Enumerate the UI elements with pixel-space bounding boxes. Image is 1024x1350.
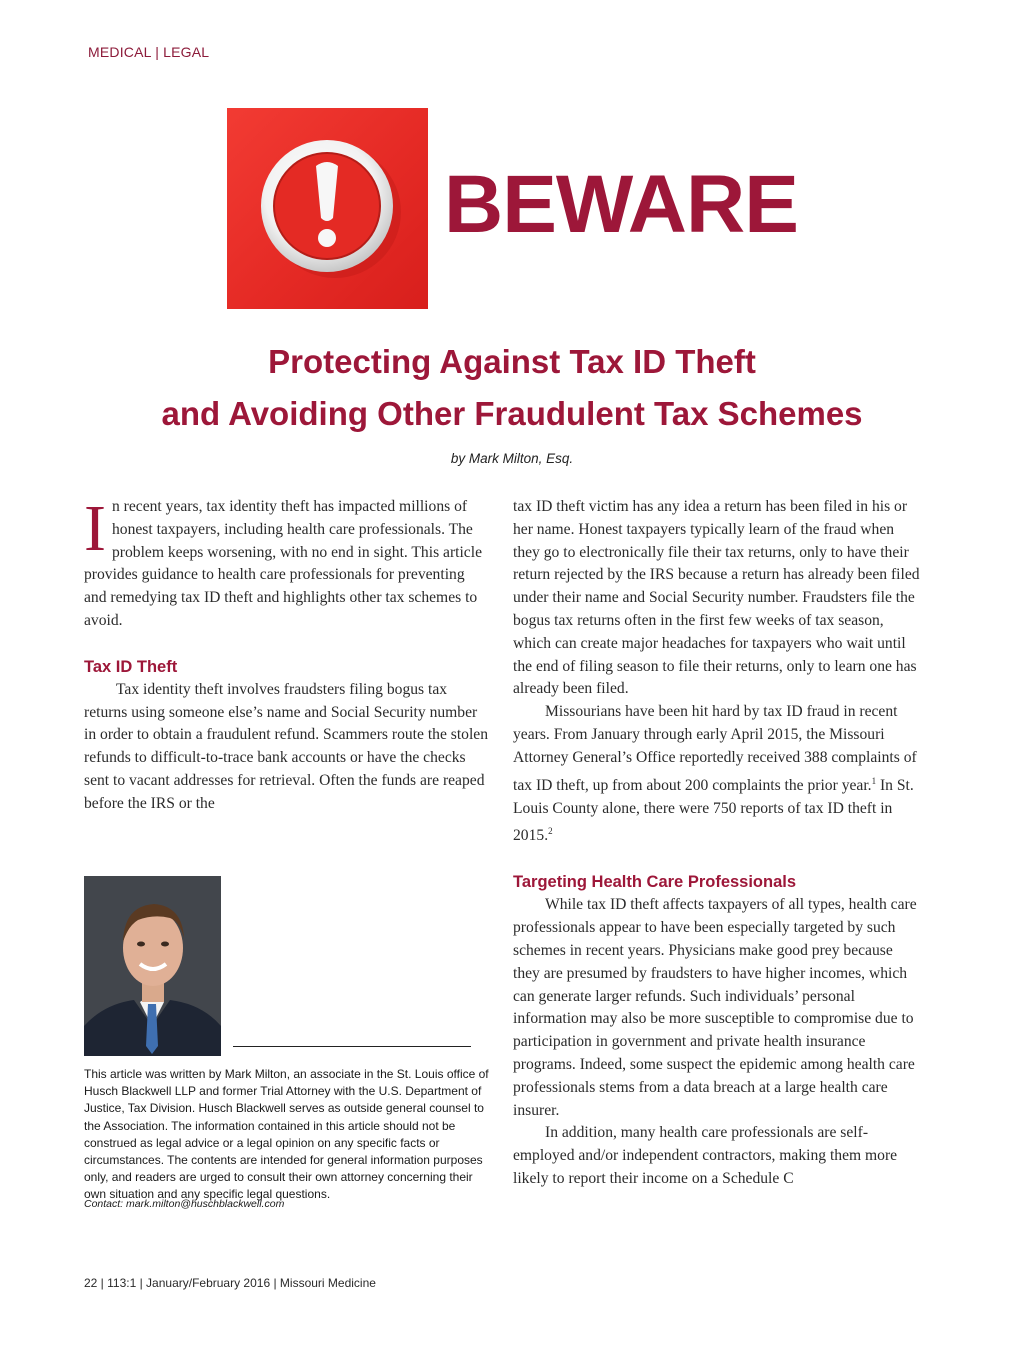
section-heading-targeting: Targeting Health Care Professionals [513,873,797,892]
section-label: MEDICAL | LEGAL [88,44,210,60]
intro-text: n recent years, tax identity theft has impacted millions of honest taxpayers, including health care professionals. The problem keeps worsening, with no end in sight. This article provides guidance to health care professionals for preventing and remedying tax ID theft and highlights other tax schemes to avoid. [84,498,482,629]
right-paragraph-2-text-b: In St. Louis County alone, there were 750 reports of tax ID theft in 2015. [513,776,914,845]
footnote-ref-1: 1 [871,775,877,786]
right-column [513,496,921,1191]
intro-paragraph [84,492,490,633]
author-photo [84,876,221,1056]
author-contact: Contact: mark.milton@huschblackwell.com [84,1198,285,1210]
section1-paragraph: Tax identity theft involves fraudsters filing bogus tax returns using someone else’s name and Social Security number in order to obtain a fraudulent refund. Scammers route the stolen refunds to difficult-to-trace bank accounts or have the checks sent to vacant addresses for retrieval. Often the funds are reaped before the IRS or the [84,680,489,812]
right-paragraph-2 [513,701,921,848]
section-heading-tax-id-theft: Tax ID Theft [84,657,178,676]
author-portrait-image [84,876,221,1056]
right-paragraph-2-text-a: Missourians have been hit hard by tax ID fraud in recent years. From January through early April 2015, the Missouri Attorney General’s Office reportedly received 388 complaints of tax ID theft, up from about 200 complaints the prior year. [513,703,917,794]
left-column [84,492,490,816]
section2-paragraph-1: While tax ID theft affects taxpayers of all types, health care professionals appear to have been especially targeted by such schemes in recent years. Physicians make good prey because they are presumed by fraudsters to have higher incomes, which can generate larger refunds. Such individuals’ personal information may also be more susceptible to compromise due to participation in government and private health insurance programs. Indeed, some suspect the epidemic among health care professionals stems from a data breach at a large health care insurer. [513,896,917,1119]
divider-rule [233,1046,471,1047]
section2-paragraph-2: In addition, many health care professionals are self-employed and/or independent contractors, making them more likely to report their income on a Schedule C [513,1124,898,1187]
page-footer: 22 | 113:1 | January/February 2016 | Missouri Medicine [84,1276,376,1290]
article-title-line2: and Avoiding Other Fraudulent Tax Schemes [161,395,863,432]
article-title-line1: Protecting Against Tax ID Theft [268,343,756,380]
warning-exclamation-icon [227,108,428,309]
beware-heading: BEWARE [444,159,798,250]
article-title [80,336,944,440]
warning-image [227,108,428,309]
drop-cap: I [84,492,106,565]
byline: by Mark Milton, Esq. [450,451,574,466]
right-paragraph-1: tax ID theft victim has any idea a return has been filed in his or her name. Honest taxpayers typically learn of the fraud when they go to electronically file their tax returns, only to have their return rejected by the IRS because a return has already been filed under their name and Social Security number. Fraudsters file the bogus tax returns often in the first few weeks of tax season, which can create major headaches for taxpayers who wait until the end of filing season to file their returns, only to learn one has already been filed. [513,498,920,698]
author-bio: This article was written by Mark Milton, an associate in the St. Louis office of Husch Blackwell LLP and former Trial Attorney with the U.S. Department of Justice, Tax Division. Husch Blackwell serves as outside general counsel to the Association. The information contained in this article should not be construed as legal advice or a legal opinion on any specific facts or circumstances. The contents are intended for general information purposes only, and readers are urged to consult their own attorney concerning their own situation and any specific legal questions. [84,1067,489,1202]
footnote-ref-2: 2 [548,826,553,837]
